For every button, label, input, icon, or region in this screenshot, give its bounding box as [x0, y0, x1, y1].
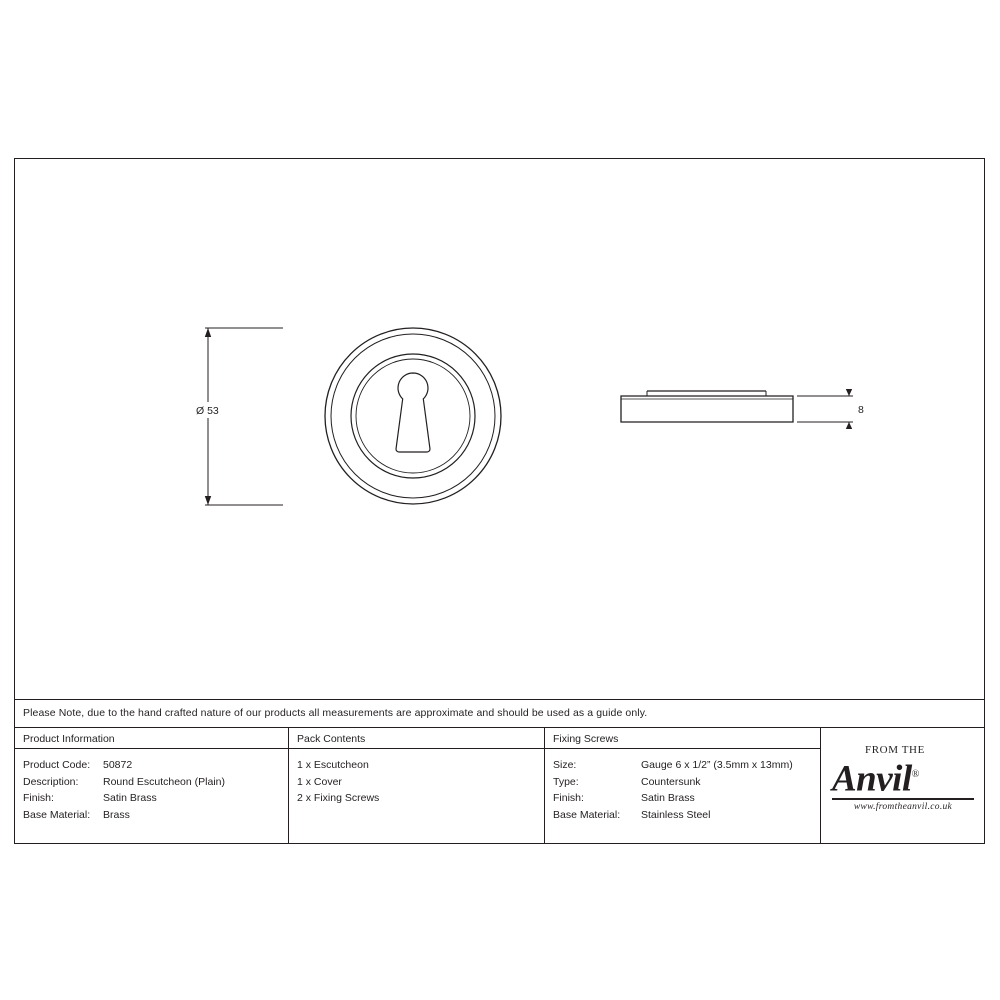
arrow-head-top: [205, 328, 211, 337]
base-material-row: [23, 807, 288, 824]
pack-contents-item: 1 x Cover: [297, 775, 342, 788]
screw-finish-row: [553, 790, 820, 807]
finish-row: [23, 790, 288, 807]
screw-base-material-key: Base Material:: [553, 808, 621, 821]
thickness-arrow-top: [846, 389, 852, 396]
product-code-value: 50872: [103, 759, 133, 771]
screw-size-value: Gauge 6 x 1/2” (3.5mm x 13mm): [641, 759, 793, 771]
description-key: Description:: [23, 775, 79, 788]
arrow-head-bottom: [205, 496, 211, 505]
fixing-screws-column: [545, 728, 821, 843]
screw-base-material-value: Stainless Steel: [641, 808, 711, 821]
side-body: [621, 396, 793, 422]
screw-type-row: [553, 774, 820, 791]
screw-finish-key: Finish:: [553, 792, 584, 804]
product-information-column: [15, 728, 289, 843]
keyhole-outline: [396, 373, 430, 452]
thickness-dimension: [797, 389, 853, 429]
product-information-body: [15, 749, 288, 823]
fixing-screws-heading: Fixing Screws: [545, 728, 820, 749]
logo-main-text: [832, 756, 974, 800]
pack-contents-item: 1 x Escutcheon: [297, 759, 369, 771]
base-material-key: Base Material:: [23, 808, 91, 821]
logo-top-text: FROM THE: [865, 744, 925, 756]
drawing-sheet: [14, 158, 985, 844]
logo-column: [821, 728, 984, 843]
finish-key: Finish:: [23, 792, 54, 804]
screw-type-key: Type:: [553, 775, 579, 788]
keyhole-shape: [396, 373, 430, 452]
pack-contents-item: 2 x Fixing Screws: [297, 792, 380, 804]
technical-drawing-area: [15, 159, 984, 699]
logo-registered-mark: ®: [911, 769, 919, 780]
thickness-label: 8: [858, 404, 864, 416]
description-row: [23, 774, 288, 791]
logo-url: www.fromtheanvil.co.uk: [853, 802, 953, 813]
pack-contents-body: [289, 749, 544, 807]
brand-logo: [821, 728, 984, 843]
description-value: Round Escutcheon (Plain): [103, 775, 225, 788]
pack-contents-column: [289, 728, 545, 843]
product-code-row: [23, 757, 288, 774]
logo-wordmark: Anvil: [832, 758, 912, 800]
product-information-heading: Product Information: [15, 728, 288, 749]
screw-size-row: [553, 757, 820, 774]
screw-finish-value: Satin Brass: [641, 792, 695, 804]
pack-contents-heading: Pack Contents: [289, 728, 544, 749]
screw-type-value: Countersunk: [641, 775, 701, 788]
disclaimer-text: Please Note, due to the hand crafted nature of our products all measurements are approximate and should be used as a guide only.: [23, 707, 648, 719]
info-table: [15, 728, 984, 843]
screw-base-material-row: [553, 807, 820, 824]
finish-value: Satin Brass: [103, 792, 157, 804]
fixing-screws-body: [545, 749, 820, 823]
diameter-label: Ø 53: [196, 405, 219, 417]
escutcheon-side-view: [621, 391, 793, 422]
base-material-value: Brass: [103, 808, 130, 821]
product-code-key: Product Code:: [23, 759, 91, 771]
thickness-arrow-bottom: [846, 422, 852, 429]
screw-size-key: Size:: [553, 759, 577, 771]
logo-wrap: [832, 744, 974, 812]
disclaimer-row: [15, 699, 984, 728]
